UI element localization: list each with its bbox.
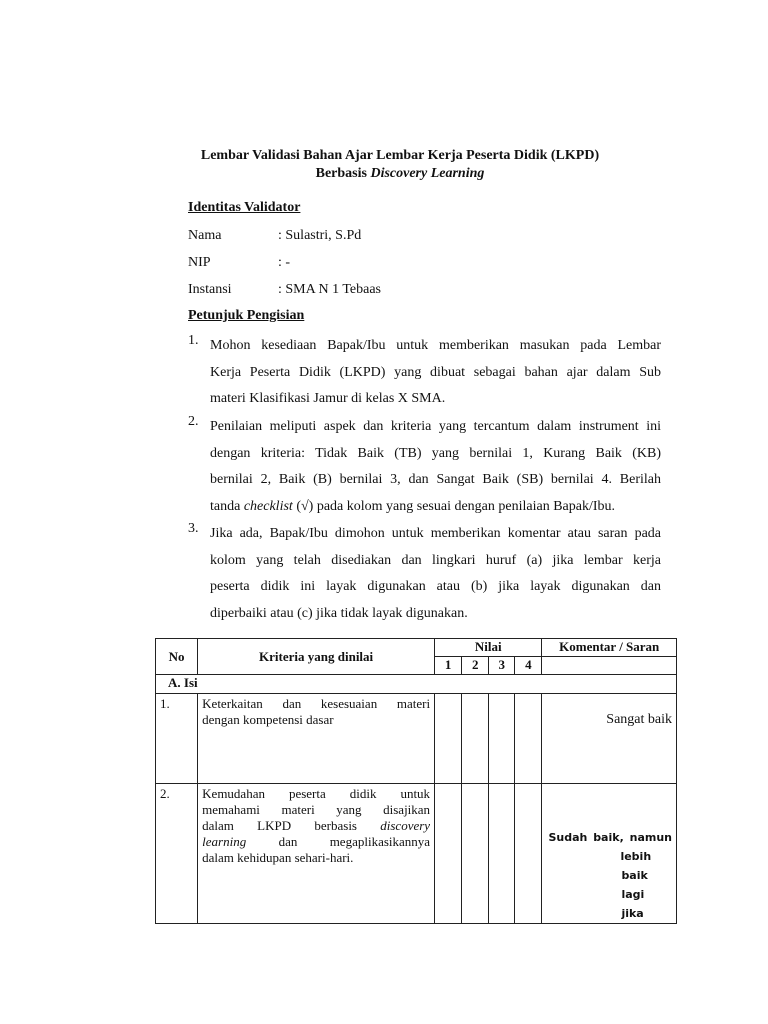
score-cell-1[interactable] bbox=[435, 694, 462, 784]
kriteria-italic: discovery bbox=[380, 818, 431, 833]
nip-label: NIP bbox=[188, 255, 211, 270]
score-header-2: 2 bbox=[462, 657, 489, 675]
item-line: Jika ada, Bapak/Ibu dimohon untuk memberikan komentar atau saran pada bbox=[210, 526, 661, 541]
score-cell-3[interactable] bbox=[489, 784, 515, 924]
subtitle-prefix: Berbasis bbox=[315, 166, 371, 181]
item-line: kolom yang telah disediakan dan lingkari huruf (a) jika lembar kerja bbox=[210, 552, 661, 568]
row-kriteria bbox=[198, 784, 435, 924]
kriteria-line: dalam kehidupan sehari-hari. bbox=[202, 850, 354, 865]
document-subtitle bbox=[150, 166, 650, 182]
line-prefix: tanda bbox=[210, 498, 244, 514]
row-komentar[interactable]: Sangat baik bbox=[542, 694, 677, 784]
kriteria-line: Keterkaitan dan kesesuaian materi bbox=[202, 696, 431, 711]
item-line: Mohon kesediaan Bapak/Ibu untuk memberikan masukan pada Lembar bbox=[210, 338, 661, 353]
item-line: Penilaian meliputi aspek dan kriteria yang tercantum dalam instrument ini bbox=[210, 419, 661, 434]
subtitle-italic: Discovery Learning bbox=[370, 166, 485, 181]
score-cell-1[interactable] bbox=[435, 784, 462, 924]
item-number: 2. bbox=[188, 414, 199, 429]
komentar-line: baik lagi bbox=[621, 869, 648, 901]
item-line bbox=[210, 494, 661, 521]
komentar-line: Sudah baik, namun bbox=[548, 831, 672, 844]
line-italic: checklist bbox=[243, 498, 293, 514]
kriteria-suffix: dan megaplikasikannya bbox=[246, 834, 431, 849]
document-title: Lembar Validasi Bahan Ajar Lembar Kerja Peserta Didik (LKPD) bbox=[200, 148, 600, 163]
kriteria-line: Kemudahan peserta didik untuk bbox=[202, 786, 431, 801]
header-kriteria: Kriteria yang dinilai bbox=[198, 639, 435, 675]
identitas-heading: Identitas Validator bbox=[188, 200, 301, 215]
row-number: 1. bbox=[156, 694, 198, 784]
score-cell-4[interactable] bbox=[515, 784, 542, 924]
header-no: No bbox=[156, 639, 198, 675]
petunjuk-heading: Petunjuk Pengisian bbox=[188, 308, 305, 323]
kriteria-line: memahami materi yang disajikan bbox=[202, 802, 431, 817]
score-header-3: 3 bbox=[489, 657, 515, 675]
item-line: peserta didik ini layak digunakan atau (b) jika layak digunakan dan bbox=[210, 579, 661, 594]
header-komentar: Komentar / Saran bbox=[542, 639, 677, 657]
line-suffix: (√) pada kolom yang sesuai dengan penilaian Bapak/Ibu. bbox=[292, 498, 616, 514]
item-text bbox=[210, 414, 661, 520]
kriteria-italic: learning bbox=[202, 834, 247, 849]
row-kriteria bbox=[198, 694, 435, 784]
nama-label: Nama bbox=[188, 228, 222, 243]
score-cell-3[interactable] bbox=[489, 694, 515, 784]
item-line: Kerja Peserta Didik (LKPD) yang dibuat sebagai bahan ajar dalam Sub bbox=[210, 364, 661, 380]
item-number: 3. bbox=[188, 521, 199, 536]
score-cell-4[interactable] bbox=[515, 694, 542, 784]
item-line: materi Klasifikasi Jamur di kelas X SMA. bbox=[210, 391, 446, 406]
komentar-line: lebih bbox=[620, 850, 652, 863]
row-komentar[interactable] bbox=[542, 784, 677, 924]
nip-value: : - bbox=[278, 255, 291, 270]
item-line: dengan kriteria: Tidak Baik (TB) yang bernilai 1, Kurang Baik (KB) bbox=[210, 445, 661, 461]
komentar-line: jika bbox=[621, 907, 644, 920]
kriteria-prefix: dalam LKPD berbasis bbox=[202, 818, 381, 833]
score-cell-2[interactable] bbox=[462, 784, 489, 924]
item-line: diperbaiki atau (c) jika tidak layak digunakan. bbox=[210, 605, 468, 621]
kriteria-line bbox=[202, 834, 430, 850]
score-header-1: 1 bbox=[435, 657, 462, 675]
kriteria-line: dengan kompetensi dasar bbox=[202, 712, 334, 727]
instansi-value: : SMA N 1 Tebaas bbox=[278, 282, 381, 297]
validation-table bbox=[155, 638, 677, 924]
row-number: 2. bbox=[156, 784, 198, 924]
item-text bbox=[210, 333, 661, 413]
header-nilai: Nilai bbox=[435, 639, 542, 657]
komentar-subheader-cell bbox=[542, 657, 677, 675]
score-header-4: 4 bbox=[515, 657, 542, 675]
table-row bbox=[156, 694, 677, 784]
nama-value: : Sulastri, S.Pd bbox=[278, 228, 362, 243]
table-row bbox=[156, 784, 677, 924]
item-line: bernilai 2, Baik (B) bernilai 3, dan Sangat Baik (SB) bernilai 4. Berilah bbox=[210, 472, 661, 487]
item-text bbox=[210, 521, 661, 627]
item-number: 1. bbox=[188, 333, 199, 348]
kriteria-line bbox=[202, 818, 430, 834]
section-label: A. Isi bbox=[156, 675, 677, 694]
instansi-label: Instansi bbox=[188, 282, 232, 297]
score-cell-2[interactable] bbox=[462, 694, 489, 784]
